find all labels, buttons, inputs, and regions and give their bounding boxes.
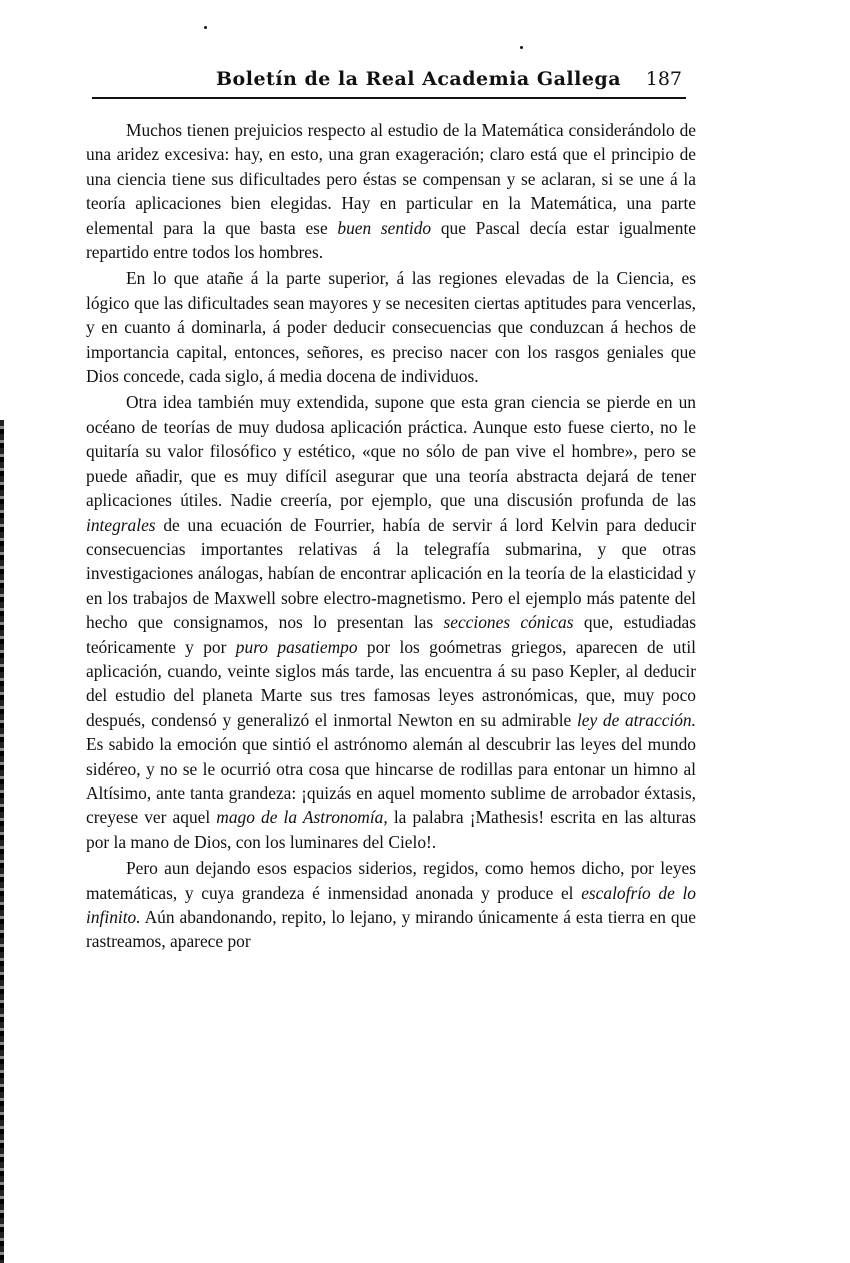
scan-speck — [204, 26, 207, 29]
text-segment: que Pascal decía estar igualmente repartido entre todos los hombres. — [86, 217, 697, 263]
running-title: Boletín de la Real Academia Gallega — [216, 68, 622, 90]
text-segment: por los goómetras griegos, aparecen de util aplicación, cuando, veinte siglos más tarde, las encuentra á su paso Kepler, al deducir del estudio del planeta Marte sus tres famosas leyes astronómicas, que, muy poco después, condensó y generalizó el inmortal Newton en su admirable — [86, 636, 696, 730]
text-segment: Aún abandonando, repito, lo lejano, y mirando únicamente á esta tierra en que rastreamos, aparece por — [86, 907, 696, 952]
text-segment: Pero aun dejando esos espacios siderios, regidos, como hemos dicho, por leyes matemáticas, y cuya grandeza é inmensidad anonada y produce el — [86, 858, 696, 903]
italic-phrase: puro pasatiempo — [235, 636, 358, 657]
italic-phrase: secciones cónicas — [443, 612, 574, 633]
scan-speck — [520, 46, 523, 49]
text-segment: Otra idea también muy extendida, supone que esta gran ciencia se pierde en un océano de teorías de muy dudosa aplicación práctica. Aunque esto fuese cierto, no le quitaría su valor filosófico y estético, «que no sólo de pan vive el hombre», pero se puede añadir, que es muy difícil asegurar que una teoría abstracta dejará de tener aplicaciones útiles. Nadie creería, por ejemplo, que una discusión profunda de las — [86, 392, 696, 511]
paragraph-4 — [86, 856, 696, 954]
header-rule — [92, 97, 686, 99]
text-segment: Es sabido la emoción que sintió el astrónomo alemán al descubrir las leyes del mundo sidéreo, y no se le ocurrió otra cosa que hincarse de rodillas para entonar un himno al Altísimo, ante tanta grandeza: ¡quizás en aquel momento sublime de arrobador éxtasis, creyese ver aquel — [86, 734, 696, 828]
italic-phrase: buen sentido — [337, 217, 432, 238]
italic-phrase: escalofrío de lo infinito. — [86, 882, 696, 927]
italic-phrase: integrales — [86, 514, 156, 535]
body-text — [86, 118, 696, 954]
italic-phrase: mago de la Astronomía, — [216, 807, 388, 828]
text-segment: Muchos tienen prejuicios respecto al estudio de la Matemática considerándolo de una aridez excesiva: hay, en esto, una gran exageración; claro está que el principio de una ciencia tiene sus dificultades pero éstas se compensan y se aclaran, si se une á la teoría aplicaciones bien elegidas. Hay en particular en la Matemática, una parte elemental para la que basta ese — [86, 120, 696, 238]
text-segment: de una ecuación de Fourrier, había de servir á lord Kelvin para deducir consecuencias importantes relativas á la telegrafía submarina, y que otras investigaciones análogas, habían de encontrar aplicación en la teoría de la elasticidad y en los trabajos de Maxwell sobre electro-magnetismo. Pero el ejemplo más patente del hecho que consignamos, nos lo presentan las — [86, 514, 696, 633]
text-segment: que, estudiadas teóricamente y por — [86, 612, 697, 657]
italic-phrase: ley de atracción. — [576, 709, 696, 730]
text-segment: En lo que atañe á la parte superior, á las regiones elevadas de la Ciencia, es lógico que las dificultades sean mayores y se necesiten ciertas aptitudes para vencerlas, y en cuanto á dominarla, á poder deducir consecuencias que conduzcan á hechos de importancia capital, entonces, señores, es preciso nacer con los rasgos geniales que Dios concede, cada siglo, á media docena de individuos. — [86, 268, 696, 387]
page-number: 187 — [645, 68, 682, 90]
paragraph-1 — [86, 118, 696, 264]
page-header — [92, 66, 686, 96]
paragraph-3 — [86, 390, 696, 854]
paragraph-2 — [86, 266, 696, 388]
scan-page-edge — [0, 420, 4, 1263]
text-segment: la palabra ¡Mathesis! escrita en las alturas por la mano de Dios, con los luminares del Cielo!. — [86, 807, 696, 852]
